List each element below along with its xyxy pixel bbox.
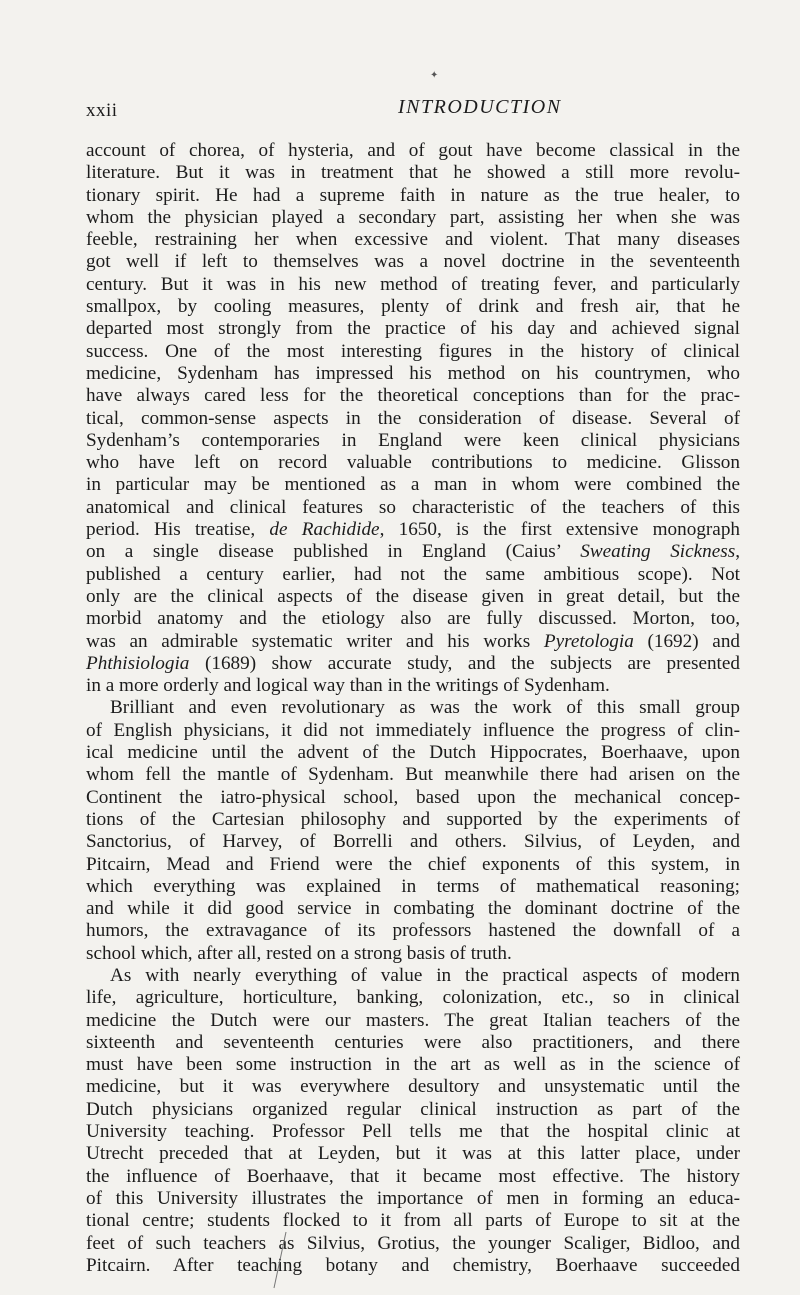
text-line: school which, after all, rested on a strong basis of truth. [86, 942, 512, 964]
text-line: tions of the Cartesian philosophy and supported by the experiments of [86, 808, 740, 830]
print-speck: ✦ [430, 70, 439, 81]
text-line: medicine, but it was everywhere desultory and unsystematic until the [86, 1076, 740, 1098]
text-line: whom fell the mantle of Sydenham. But meanwhile there had arisen on the [86, 764, 740, 786]
italic-title: Phthisiologia [86, 652, 190, 674]
text-line: account of chorea, of hysteria, and of gout have become classical in the [86, 140, 740, 161]
text-line: success. One of the most interesting figures in the history of clinical [86, 340, 740, 362]
text-line: morbid anatomy and the etiology also are fully discussed. Morton, too, [86, 608, 740, 630]
text-line: literature. But it was in treatment that he showed a still more revolu- [86, 162, 740, 184]
text-line: feeble, restraining her when excessive and violent. That many diseases [86, 229, 740, 251]
text-line: which everything was explained in terms of mathematical reasoning; [86, 875, 740, 897]
text-segment: (1692) and [633, 630, 741, 652]
text-line: sixteenth and seventeenth centuries were also practitioners, and there [86, 1031, 740, 1053]
text-line: University teaching. Professor Pell tells me that the hospital clinic at [86, 1121, 740, 1143]
italic-title: Sweating Sickness [580, 541, 736, 563]
text-line: the influence of Boerhaave, that it became most effective. The history [86, 1165, 740, 1187]
text-line: Continent the iatro-physical school, based upon the mechanical concep- [86, 786, 740, 808]
text-line: in particular may be mentioned as a man in whom were combined the [86, 474, 740, 496]
text-line: Pitcairn. After teaching botany and chemistry, Boerhaave succeeded [86, 1254, 740, 1276]
text-line: Utrecht preceded that at Leyden, but it was at this latter place, under [86, 1143, 740, 1165]
text-line: smallpox, by cooling measures, plenty of drink and fresh air, that he [86, 296, 740, 318]
text-line: Pitcairn, Mead and Friend were the chief exponents of this system, in [86, 853, 740, 875]
text-line: of English physicians, it did not immediately influence the progress of clin- [86, 719, 740, 741]
text-line: Dutch physicians organized regular clinical instruction as part of the [86, 1098, 740, 1120]
text-line: only are the clinical aspects of the disease given in great detail, but the [86, 585, 740, 607]
text-segment: , [735, 541, 740, 563]
text-line: departed most strongly from the practice of his day and achieved signal [86, 318, 740, 340]
text-line: Sydenham’s contemporaries in England were keen clinical physicians [86, 429, 740, 451]
text-line: in a more orderly and logical way than in the writings of Sydenham. [86, 675, 610, 697]
text-line: medicine, Sydenham has impressed his method on his countrymen, who [86, 362, 740, 384]
text-line: life, agriculture, horticulture, banking, colonization, etc., so in clinical [86, 987, 740, 1009]
text-line [86, 631, 740, 653]
pencil-mark [270, 1230, 290, 1290]
text-segment: on a single disease published in England (Caius’ [86, 541, 581, 563]
text-line: Brilliant and even revolutionary as was the work of this small group [110, 697, 740, 719]
text-segment: period. His treatise, [86, 519, 270, 541]
text-line: anatomical and clinical features so characteristic of the teachers of this [86, 496, 740, 518]
text-line: humors, the extravagance of its professors hastened the downfall of a [86, 920, 740, 942]
text-line: tical, common-sense aspects in the consideration of disease. Several of [86, 407, 740, 429]
text-line: As with nearly everything of value in the practical aspects of modern [110, 964, 740, 986]
text-line: have always cared less for the theoretical conceptions than for the prac- [86, 385, 740, 407]
italic-title: de Rachidide [269, 519, 380, 541]
italic-title: Pyretologia [543, 630, 634, 652]
text-line: tionary spirit. He had a supreme faith in nature as the true healer, to [86, 184, 740, 206]
body-text [86, 140, 740, 1277]
text-line: feet of such teachers as Silvius, Grotius, the younger Scaliger, Bidloo, and [86, 1232, 740, 1254]
text-segment: was an admirable systematic writer and his works [86, 630, 544, 652]
text-line [86, 519, 740, 541]
text-line: must have been some instruction in the art as well as in the science of [86, 1054, 740, 1076]
text-line: got well if left to themselves was a novel doctrine in the seventeenth [86, 251, 740, 273]
text-line [86, 541, 740, 563]
text-line: ical medicine until the advent of the Dutch Hippocrates, Boerhaave, upon [86, 742, 740, 764]
text-segment: (1689) show accurate study, and the subjects are presented [189, 652, 740, 674]
running-head: INTRODUCTION [398, 96, 562, 118]
text-line: published a century earlier, had not the same ambitious scope). Not [86, 563, 740, 585]
text-line: and while it did good service in combating the dominant doctrine of the [86, 898, 740, 920]
text-line: Sanctorius, of Harvey, of Borrelli and others. Silvius, of Leyden, and [86, 831, 740, 853]
text-line: medicine the Dutch were our masters. The great Italian teachers of the [86, 1009, 740, 1031]
text-line [86, 653, 740, 675]
text-line: whom the physician played a secondary part, assisting her when she was [86, 206, 740, 228]
text-line: century. But it was in his new method of treating fever, and particularly [86, 273, 740, 295]
text-segment: , 1650, is the first extensive monograph [379, 519, 741, 541]
page-number: xxii [86, 100, 118, 121]
page-header [86, 92, 740, 122]
text-line: tional centre; students flocked to it from all parts of Europe to sit at the [86, 1210, 740, 1232]
text-line: of this University illustrates the importance of men in forming an educa- [86, 1187, 740, 1209]
text-line: who have left on record valuable contributions to medicine. Glisson [86, 452, 740, 474]
